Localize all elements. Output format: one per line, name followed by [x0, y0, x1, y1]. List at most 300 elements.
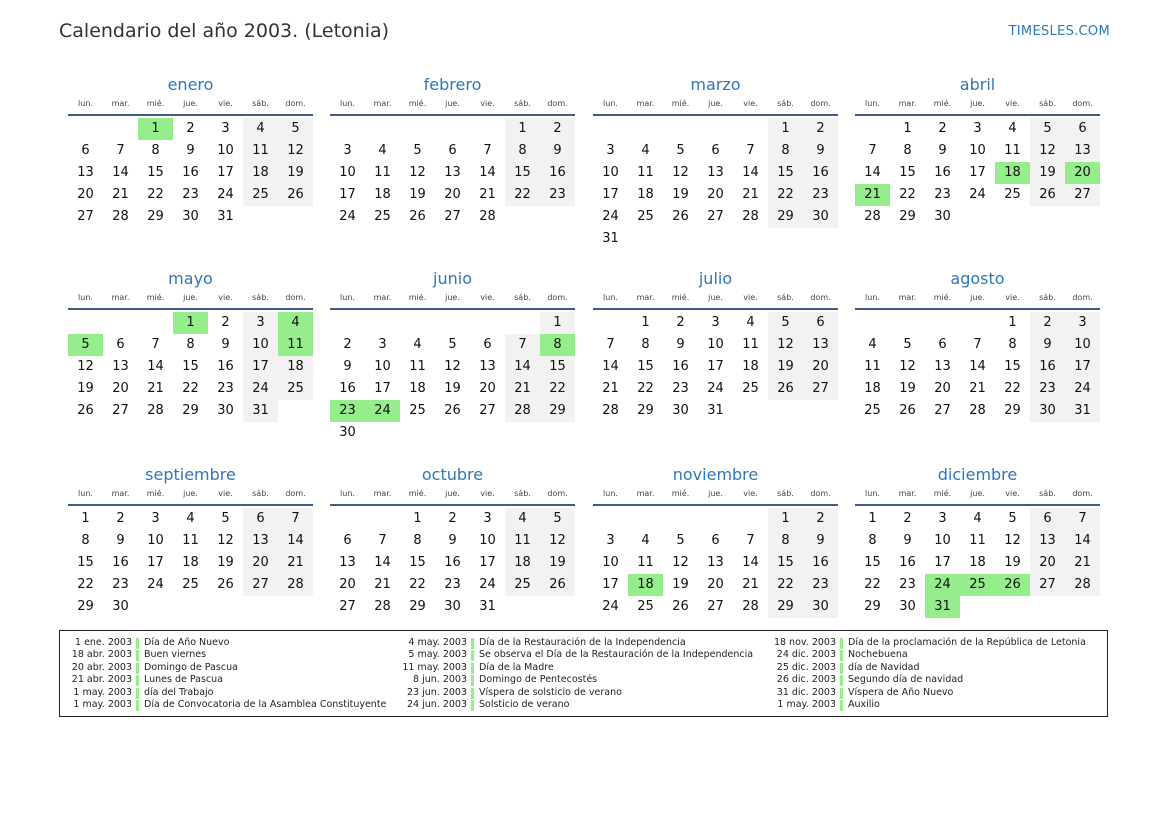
day-cell: 28: [1065, 574, 1100, 596]
day-cell: 8: [768, 140, 803, 162]
day-cell: 15: [1004, 359, 1021, 374]
day-cell: 22: [768, 184, 803, 206]
day-cell: 29: [899, 209, 916, 224]
weekday-header: lun.: [603, 293, 618, 302]
day-cell: 1: [413, 511, 422, 526]
day-cell: 7: [746, 143, 755, 158]
weekday-header: sáb.: [777, 293, 794, 302]
legend-holiday-name: Víspera de Año Nuevo: [848, 686, 954, 698]
brand-link[interactable]: TIMESLES.COM: [1008, 24, 1110, 39]
day-cell: 28: [742, 209, 759, 224]
day-cell: 20: [707, 187, 724, 202]
day-cell: 16: [1030, 356, 1065, 378]
weekday-header: mar.: [636, 99, 655, 108]
weekday-header: lun.: [603, 99, 618, 108]
day-cell: 17: [602, 187, 619, 202]
weekday-header: mié.: [671, 293, 690, 302]
weekday-header: sáb.: [1039, 99, 1056, 108]
day-cell: 4: [641, 143, 650, 158]
day-cell: 21: [112, 187, 129, 202]
month-noviembre: [593, 465, 838, 618]
day-cell: 26: [672, 599, 689, 614]
legend-holiday-name: Domingo de Pentecostés: [479, 674, 598, 686]
legend-date: 26 dic. 2003: [776, 674, 836, 686]
day-cell: 13: [803, 334, 838, 356]
day-cell: 1: [1008, 315, 1017, 330]
day-cell: 6: [116, 337, 125, 352]
day-cell: 10: [1065, 334, 1100, 356]
day-cell: 19: [217, 555, 234, 570]
day-cell: 30: [899, 599, 916, 614]
day-cell: 8: [186, 337, 195, 352]
weekday-header: sáb.: [1039, 489, 1056, 498]
holiday-day-cell: 31: [925, 596, 960, 618]
day-cell: 22: [540, 378, 575, 400]
day-cell: 23: [1030, 378, 1065, 400]
day-cell: 27: [243, 574, 278, 596]
day-cell: 19: [672, 187, 689, 202]
day-cell: 26: [899, 403, 916, 418]
day-cell: 10: [217, 143, 234, 158]
day-cell: 4: [973, 511, 982, 526]
day-cell: 26: [77, 403, 94, 418]
day-cell: 3: [606, 533, 615, 548]
day-cell: 11: [374, 165, 391, 180]
holiday-day-cell: 1: [173, 312, 208, 334]
weekday-header: mar.: [373, 489, 392, 498]
weekday-header: lun.: [340, 293, 355, 302]
weekday-header: vie.: [218, 293, 233, 302]
day-cell: 14: [278, 530, 313, 552]
month-febrero: [330, 75, 575, 228]
day-cell: 2: [540, 118, 575, 140]
legend-marker: [471, 700, 474, 711]
weekday-header: dom.: [810, 293, 831, 302]
month-divider: [593, 308, 838, 310]
legend-marker: [471, 688, 474, 699]
month-name: septiembre: [145, 465, 236, 484]
legend-holiday-name: Nochebuena: [848, 649, 908, 661]
day-cell: 11: [1004, 143, 1021, 158]
weekday-header: dom.: [285, 293, 306, 302]
day-cell: 30: [444, 599, 461, 614]
day-cell: 15: [540, 356, 575, 378]
day-cell: 23: [217, 381, 234, 396]
day-cell: 24: [243, 378, 278, 400]
day-cell: 14: [1065, 530, 1100, 552]
month-divider: [68, 114, 313, 116]
day-cell: 28: [112, 209, 129, 224]
day-cell: 19: [278, 162, 313, 184]
day-cell: 8: [413, 533, 422, 548]
day-cell: 24: [147, 577, 164, 592]
day-cell: 3: [938, 511, 947, 526]
weekday-header: dom.: [285, 99, 306, 108]
legend-holiday-name: Auxilio: [848, 698, 880, 710]
day-cell: 1: [505, 118, 540, 140]
weekday-header: mié.: [671, 489, 690, 498]
legend-date: 20 abr. 2003: [71, 661, 132, 673]
day-cell: 13: [243, 530, 278, 552]
day-cell: 29: [409, 599, 426, 614]
day-cell: 23: [540, 184, 575, 206]
day-cell: 7: [505, 334, 540, 356]
day-cell: 14: [742, 555, 759, 570]
month-agosto: [855, 269, 1100, 422]
day-cell: 15: [182, 359, 199, 374]
legend-holiday-name: Día de la Madre: [479, 661, 554, 673]
day-cell: 19: [672, 577, 689, 592]
day-cell: 27: [1030, 574, 1065, 596]
day-cell: 25: [864, 403, 881, 418]
day-cell: 1: [768, 118, 803, 140]
day-cell: 11: [637, 165, 654, 180]
day-cell: 23: [112, 577, 129, 592]
day-cell: 17: [707, 359, 724, 374]
weekday-header: mié.: [408, 293, 427, 302]
day-cell: 13: [707, 555, 724, 570]
weekday-header: jue.: [708, 293, 723, 302]
legend-date: 24 dic. 2003: [776, 649, 836, 661]
weekday-header: mié.: [146, 293, 165, 302]
day-cell: 9: [903, 533, 912, 548]
weekday-header: mar.: [898, 293, 917, 302]
day-cell: 22: [768, 574, 803, 596]
day-cell: 14: [479, 165, 496, 180]
day-cell: 12: [672, 165, 689, 180]
weekday-header: lun.: [865, 489, 880, 498]
day-cell: 22: [409, 577, 426, 592]
day-cell: 31: [1065, 400, 1100, 422]
day-cell: 13: [444, 165, 461, 180]
day-cell: 28: [374, 599, 391, 614]
day-cell: 19: [444, 381, 461, 396]
day-cell: 17: [217, 165, 234, 180]
month-name: diciembre: [937, 465, 1018, 484]
weekday-header: lun.: [603, 489, 618, 498]
day-cell: 17: [969, 165, 986, 180]
legend-date: 1 may. 2003: [777, 698, 836, 710]
month-divider: [593, 114, 838, 116]
day-cell: 29: [540, 400, 575, 422]
day-cell: 24: [602, 209, 619, 224]
month-divider: [330, 308, 575, 310]
weekday-header: sáb.: [252, 489, 269, 498]
day-cell: 5: [448, 337, 457, 352]
weekday-header: sáb.: [252, 99, 269, 108]
day-cell: 9: [448, 533, 457, 548]
day-cell: 1: [868, 511, 877, 526]
legend-date: 1 ene. 2003: [75, 637, 132, 648]
day-cell: 26: [540, 574, 575, 596]
day-cell: 17: [339, 187, 356, 202]
day-cell: 10: [243, 334, 278, 356]
day-cell: 5: [1008, 511, 1017, 526]
day-cell: 17: [374, 381, 391, 396]
day-cell: 8: [903, 143, 912, 158]
day-cell: 1: [768, 508, 803, 530]
day-cell: 7: [746, 533, 755, 548]
legend-date: 1 may. 2003: [73, 698, 132, 710]
day-cell: 5: [1030, 118, 1065, 140]
day-cell: 29: [1004, 403, 1021, 418]
day-cell: 10: [969, 143, 986, 158]
day-cell: 5: [540, 508, 575, 530]
month-divider: [330, 504, 575, 506]
legend-marker: [840, 663, 843, 674]
weekday-header: dom.: [547, 293, 568, 302]
day-cell: 23: [803, 184, 838, 206]
day-cell: 28: [147, 403, 164, 418]
day-cell: 18: [409, 381, 426, 396]
weekday-header: mié.: [146, 489, 165, 498]
day-cell: 22: [505, 184, 540, 206]
day-cell: 7: [868, 143, 877, 158]
legend-marker: [840, 700, 843, 711]
day-cell: 27: [707, 209, 724, 224]
day-cell: 4: [746, 315, 755, 330]
holiday-day-cell: 18: [995, 162, 1030, 184]
day-cell: 4: [641, 533, 650, 548]
weekday-header: sáb.: [252, 293, 269, 302]
day-cell: 2: [186, 121, 195, 136]
day-cell: 27: [803, 378, 838, 400]
day-cell: 16: [803, 552, 838, 574]
day-cell: 4: [378, 143, 387, 158]
day-cell: 3: [151, 511, 160, 526]
weekday-header: lun.: [865, 99, 880, 108]
day-cell: 7: [278, 508, 313, 530]
day-cell: 26: [409, 209, 426, 224]
day-cell: 30: [803, 596, 838, 618]
day-cell: 25: [637, 209, 654, 224]
legend-holiday-name: Día de Convocatoria de la Asamblea Constituyente: [144, 698, 387, 710]
day-cell: 21: [969, 381, 986, 396]
day-cell: 1: [81, 511, 90, 526]
day-cell: 31: [602, 231, 619, 246]
weekday-header: vie.: [1005, 293, 1020, 302]
day-cell: 3: [343, 143, 352, 158]
day-cell: 27: [444, 209, 461, 224]
day-cell: 10: [479, 533, 496, 548]
day-cell: 17: [602, 577, 619, 592]
weekday-header: jue.: [445, 99, 460, 108]
day-cell: 6: [1065, 118, 1100, 140]
day-cell: 26: [768, 378, 803, 400]
weekday-header: dom.: [547, 489, 568, 498]
day-cell: 24: [707, 381, 724, 396]
weekday-header: mié.: [933, 293, 952, 302]
day-cell: 9: [1030, 334, 1065, 356]
day-cell: 12: [768, 334, 803, 356]
day-cell: 25: [409, 403, 426, 418]
day-cell: 27: [934, 403, 951, 418]
weekday-header: dom.: [547, 99, 568, 108]
day-cell: 13: [339, 555, 356, 570]
day-cell: 12: [409, 165, 426, 180]
day-cell: 20: [1030, 552, 1065, 574]
day-cell: 30: [672, 403, 689, 418]
day-cell: 7: [1065, 508, 1100, 530]
weekday-header: jue.: [708, 99, 723, 108]
day-cell: 27: [339, 599, 356, 614]
month-name: mayo: [168, 269, 213, 288]
day-cell: 1: [903, 121, 912, 136]
day-cell: 4: [1008, 121, 1017, 136]
month-octubre: [330, 465, 575, 618]
day-cell: 17: [479, 555, 496, 570]
day-cell: 8: [81, 533, 90, 548]
day-cell: 23: [444, 577, 461, 592]
weekday-header: lun.: [78, 99, 93, 108]
day-cell: 10: [147, 533, 164, 548]
day-cell: 12: [278, 140, 313, 162]
weekday-header: mar.: [373, 293, 392, 302]
day-cell: 25: [278, 378, 313, 400]
day-cell: 16: [672, 359, 689, 374]
legend-marker: [471, 638, 474, 649]
day-cell: 6: [243, 508, 278, 530]
month-septiembre: [68, 465, 313, 618]
month-name: marzo: [690, 75, 741, 94]
legend-date: 23 jun. 2003: [406, 686, 467, 698]
month-divider: [855, 504, 1100, 506]
weekday-header: mié.: [146, 99, 165, 108]
day-cell: 22: [899, 187, 916, 202]
holiday-day-cell: 1: [138, 118, 173, 140]
month-julio: [593, 269, 838, 422]
month-name: junio: [433, 269, 472, 288]
day-cell: 27: [77, 209, 94, 224]
day-cell: 30: [1030, 400, 1065, 422]
day-cell: 16: [540, 162, 575, 184]
day-cell: 15: [899, 165, 916, 180]
legend-date: 25 dic. 2003: [776, 661, 836, 673]
legend-holiday-name: Día de la Restauración de la Independencia: [479, 637, 686, 648]
weekday-header: sáb.: [777, 99, 794, 108]
day-cell: 12: [1004, 533, 1021, 548]
legend-marker: [136, 638, 139, 649]
day-cell: 16: [217, 359, 234, 374]
weekday-header: jue.: [183, 99, 198, 108]
day-cell: 17: [243, 356, 278, 378]
weekday-header: mar.: [898, 99, 917, 108]
day-cell: 22: [864, 577, 881, 592]
day-cell: 31: [707, 403, 724, 418]
day-cell: 24: [969, 187, 986, 202]
day-cell: 3: [606, 143, 615, 158]
day-cell: 26: [278, 184, 313, 206]
holiday-day-cell: 23: [330, 400, 365, 422]
weekday-header: mar.: [373, 99, 392, 108]
day-cell: 27: [479, 403, 496, 418]
day-cell: 12: [217, 533, 234, 548]
day-cell: 5: [221, 511, 230, 526]
day-cell: 6: [938, 337, 947, 352]
day-cell: 25: [742, 381, 759, 396]
day-cell: 14: [112, 165, 129, 180]
day-cell: 2: [343, 337, 352, 352]
day-cell: 26: [444, 403, 461, 418]
legend-holiday-name: Solsticio de verano: [479, 698, 570, 710]
day-cell: 5: [676, 533, 685, 548]
legend-marker: [471, 663, 474, 674]
month-name: octubre: [421, 465, 484, 484]
day-cell: 24: [602, 599, 619, 614]
day-cell: 21: [479, 187, 496, 202]
weekday-header: jue.: [970, 293, 985, 302]
day-cell: 22: [637, 381, 654, 396]
weekday-header: vie.: [1005, 489, 1020, 498]
day-cell: 29: [147, 209, 164, 224]
day-cell: 8: [151, 143, 160, 158]
day-cell: 23: [672, 381, 689, 396]
day-cell: 18: [182, 555, 199, 570]
month-name: agosto: [950, 269, 1005, 288]
day-cell: 6: [81, 143, 90, 158]
day-cell: 19: [409, 187, 426, 202]
weekday-header: vie.: [218, 489, 233, 498]
legend-holiday-name: Día de Año Nuevo: [144, 637, 230, 648]
legend-date: 24 jun. 2003: [406, 698, 467, 710]
weekday-header: dom.: [1072, 293, 1093, 302]
day-cell: 19: [540, 552, 575, 574]
month-junio: [330, 269, 575, 444]
day-cell: 13: [707, 165, 724, 180]
weekday-header: vie.: [1005, 99, 1020, 108]
day-cell: 25: [505, 574, 540, 596]
holiday-day-cell: 24: [925, 574, 960, 596]
weekday-header: mié.: [933, 99, 952, 108]
day-cell: 20: [339, 577, 356, 592]
holiday-day-cell: 18: [628, 574, 663, 596]
holiday-day-cell: 26: [995, 574, 1030, 596]
day-cell: 10: [374, 359, 391, 374]
day-cell: 9: [803, 530, 838, 552]
day-cell: 31: [479, 599, 496, 614]
day-cell: 15: [77, 555, 94, 570]
weekday-header: sáb.: [1039, 293, 1056, 302]
day-cell: 6: [1030, 508, 1065, 530]
day-cell: 14: [969, 359, 986, 374]
month-abril: [855, 75, 1100, 228]
day-cell: 5: [278, 118, 313, 140]
day-cell: 6: [343, 533, 352, 548]
day-cell: 6: [711, 143, 720, 158]
weekday-header: lun.: [865, 293, 880, 302]
day-cell: 21: [742, 577, 759, 592]
day-cell: 10: [934, 533, 951, 548]
day-cell: 9: [938, 143, 947, 158]
day-cell: 23: [934, 187, 951, 202]
month-divider: [855, 114, 1100, 116]
day-cell: 2: [938, 121, 947, 136]
day-cell: 3: [483, 511, 492, 526]
day-cell: 1: [641, 315, 650, 330]
day-cell: 25: [1004, 187, 1021, 202]
day-cell: 15: [147, 165, 164, 180]
day-cell: 5: [903, 337, 912, 352]
weekday-header: vie.: [743, 489, 758, 498]
day-cell: 30: [217, 403, 234, 418]
day-cell: 29: [768, 596, 803, 618]
weekday-header: mié.: [408, 489, 427, 498]
day-cell: 11: [409, 359, 426, 374]
day-cell: 17: [147, 555, 164, 570]
day-cell: 13: [1065, 140, 1100, 162]
day-cell: 16: [803, 162, 838, 184]
weekday-header: dom.: [1072, 99, 1093, 108]
